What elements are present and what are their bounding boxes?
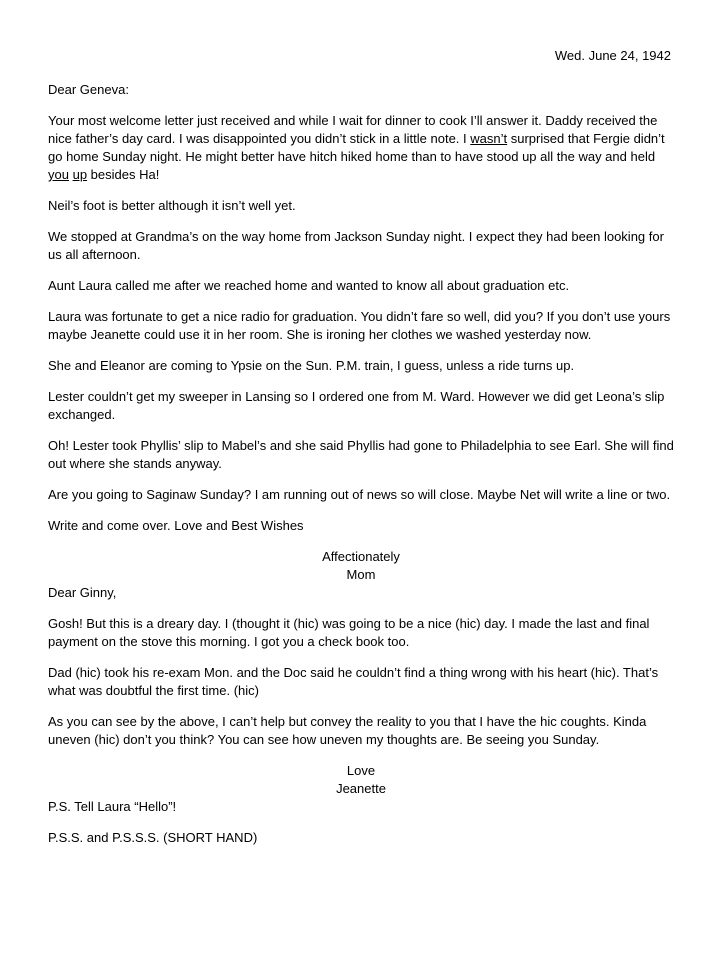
paragraph-eleanor: She and Eleanor are coming to Ypsie on the Sun. P.M. train, I guess, unless a ride turns up.: [48, 358, 575, 373]
paragraph-phyllis: Oh! Lester took Phyllis’ slip to Mabel’s and she said Phyllis had gone to Philadelphia to see Earl. She will find out where she stands anyway.: [48, 438, 674, 471]
paragraph-love-wishes: Write and come over. Love and Best Wishes: [48, 518, 304, 533]
paragraph-welcome-letter: Your most welcome letter just received and while I wait for dinner to cook I’ll answer it. Daddy received the nice father’s day card. I was disappointed you didn’t stick in a little note. I wasn’t surprised that Fergie didn’t go home Sunday night. He might better have hitch hiked home than to have stood up all the way and held you up besides Ha!: [48, 113, 665, 182]
signature-jeanette: Jeanette: [336, 781, 386, 796]
underlined-you: you: [48, 167, 69, 182]
salutation-geneva: Dear Geneva:: [48, 82, 129, 97]
closing-love: Love: [346, 763, 376, 778]
closing-affectionately: Affectionately: [322, 549, 400, 564]
paragraph-dreary-day: Gosh! But this is a dreary day. I (thought it (hic) was going to be a nice (hic) day. I made the last and final payment on the stove this morning. I got you a check book too.: [48, 616, 650, 649]
underlined-wasnt: wasn’t: [470, 131, 508, 146]
signature-mom: Mom: [346, 567, 376, 582]
paragraph-sweeper: Lester couldn’t get my sweeper in Lansing so I ordered one from M. Ward. However we did get Leona’s slip exchanged.: [48, 389, 665, 422]
paragraph-saginaw: Are you going to Saginaw Sunday? I am running out of news so will close. Maybe Net will write a line or two.: [48, 487, 671, 502]
paragraph-re-exam: Dad (hic) took his re-exam Mon. and the Doc said he couldn’t find a thing wrong with his heart (hic). That’s what was doubtful the first time. (hic): [48, 665, 659, 698]
paragraph-neil-foot: Neil’s foot is better although it isn’t well yet.: [48, 198, 296, 213]
salutation-ginny: Dear Ginny,: [48, 585, 117, 600]
letter-date: Wed. June 24, 1942: [554, 48, 671, 63]
letter-body: [48, 81, 674, 847]
underlined-up: up: [72, 167, 88, 182]
postscript-short-hand: P.S.S. and P.S.S.S. (SHORT HAND): [48, 830, 258, 845]
paragraph-grandma: We stopped at Grandma’s on the way home from Jackson Sunday night. I expect they had been looking for us all afternoon.: [48, 229, 664, 262]
postscript: P.S. Tell Laura “Hello”!: [48, 799, 177, 814]
paragraph-aunt-laura: Aunt Laura called me after we reached home and wanted to know all about graduation etc.: [48, 278, 570, 293]
paragraph-hic-coughts: As you can see by the above, I can’t help but convey the reality to you that I have the hic coughts. Kinda uneven (hic) don’t you think? You can see how uneven my thoughts are. Be seeing you Sunday.: [48, 714, 647, 747]
paragraph-radio: Laura was fortunate to get a nice radio for graduation. You didn’t fare so well, did you? If you don’t use yours maybe Jeanette could use it in her room. She is ironing her clothes we washed yesterday now.: [48, 309, 671, 342]
